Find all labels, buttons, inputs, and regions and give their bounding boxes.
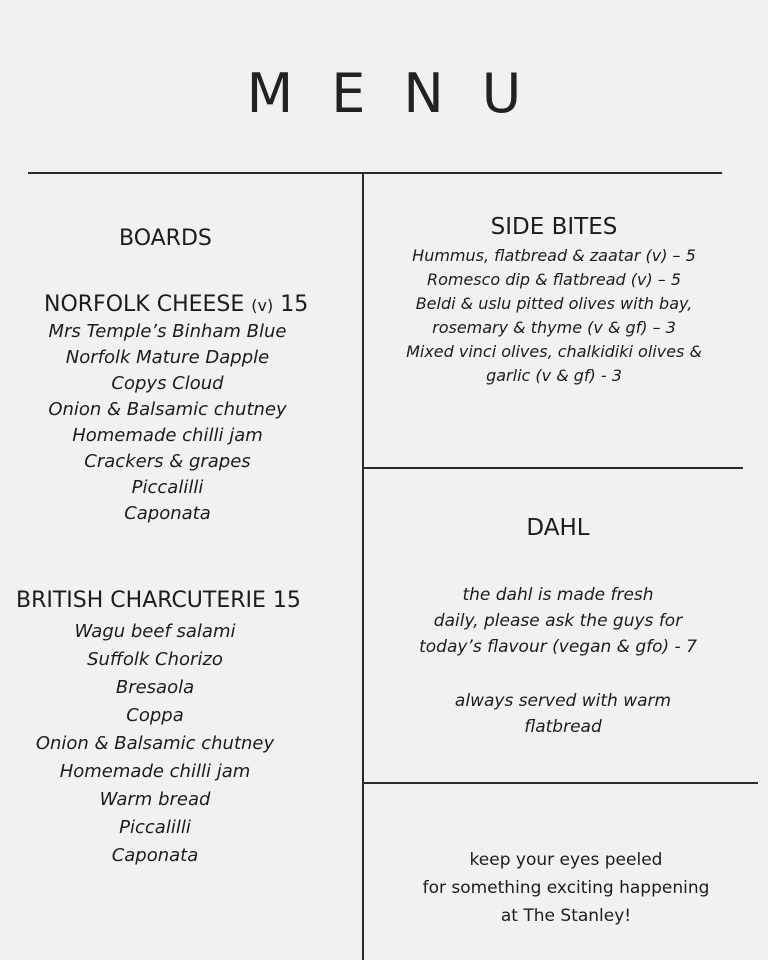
list-item: daily, please ask the guys for [433, 611, 683, 631]
list-item: Hummus, flatbread & zaatar (v) – 5 [412, 246, 696, 265]
charcuterie-board-heading [16, 588, 301, 613]
charcuterie-items-list [5, 618, 305, 870]
list-item: Piccalilli [119, 817, 191, 838]
list-item: Copys Cloud [111, 373, 224, 394]
charcuterie-price: 15 [272, 588, 301, 613]
list-item: Norfolk Mature Dapple [65, 347, 270, 368]
cheese-items-list [15, 319, 320, 527]
list-item: Piccalilli [131, 477, 204, 498]
side-bites-divider [363, 467, 743, 469]
list-item: Caponata [111, 845, 199, 866]
list-item: Bresaola [115, 677, 195, 698]
list-item: today’s flavour (vegan & gfo) - 7 [419, 637, 697, 657]
list-item: Mrs Temple’s Binham Blue [48, 321, 287, 342]
list-item: Caponata [124, 503, 211, 524]
list-item: rosemary & thyme (v & gf) – 3 [432, 318, 676, 337]
list-item: Coppa [126, 705, 184, 726]
top-divider [28, 172, 722, 174]
list-item: Homemade chilli jam [59, 761, 251, 782]
dahl-heading: DAHL [526, 515, 590, 541]
side-bites-list [364, 244, 744, 388]
list-item: Onion & Balsamic chutney [35, 733, 275, 754]
list-item: at The Stanley! [500, 906, 632, 926]
dahl-served-note [364, 688, 762, 740]
menu-title: MENU [246, 62, 560, 125]
dahl-description [364, 582, 752, 660]
teaser-text [364, 846, 768, 930]
dahl-divider [363, 782, 758, 784]
charcuterie-board-name: BRITISH CHARCUTERIE [16, 588, 266, 613]
list-item: Mixed vinci olives, chalkidiki olives & [406, 342, 702, 361]
list-item: Crackers & grapes [84, 451, 251, 472]
list-item: Homemade chilli jam [72, 425, 263, 446]
list-item: Beldi & uslu pitted olives with bay, [415, 294, 693, 313]
list-item: always served with warm [454, 691, 672, 711]
list-item: Warm bread [99, 789, 211, 810]
list-item: Onion & Balsamic chutney [48, 399, 287, 420]
list-item: Wagu beef salami [74, 621, 236, 642]
cheese-board-name: NORFOLK CHEESE [44, 292, 245, 317]
cheese-board-heading [44, 292, 308, 317]
cheese-veg-tag: (v) [251, 296, 274, 315]
list-item: Romesco dip & flatbread (v) – 5 [426, 270, 682, 289]
list-item: for something exciting happening [422, 878, 710, 898]
list-item: the dahl is made fresh [462, 585, 654, 605]
list-item: keep your eyes peeled [469, 850, 663, 870]
list-item: Suffolk Chorizo [87, 649, 223, 670]
list-item: flatbread [524, 717, 602, 737]
cheese-price: 15 [280, 292, 309, 317]
list-item: garlic (v & gf) - 3 [486, 366, 622, 385]
boards-heading: BOARDS [119, 226, 212, 251]
side-bites-heading: SIDE BITES [490, 214, 618, 240]
